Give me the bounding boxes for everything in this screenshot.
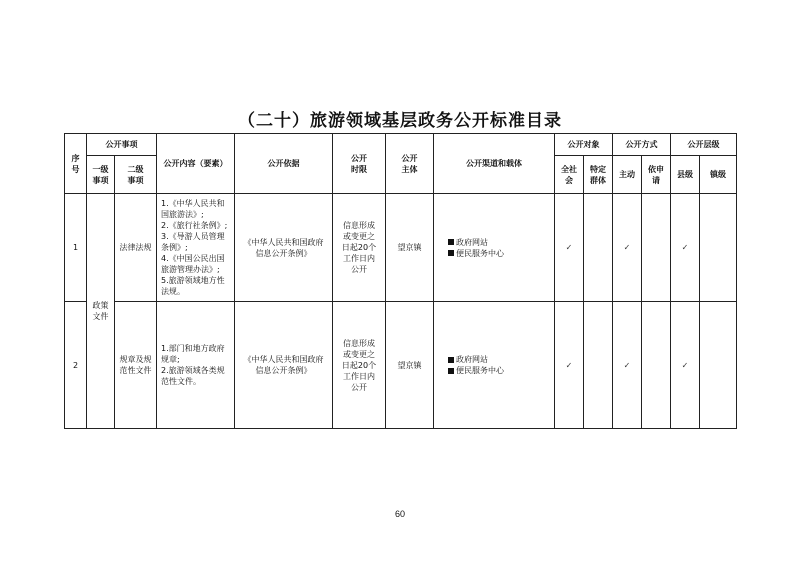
- empty-method-request: [642, 194, 671, 302]
- row-content: 1.《中华人民共和 国旅游法》; 2.《旅行社条例》; 3.《导游人员管理 条例》; 4.《中国公民出国 旅游管理办法》; 5.旅游领域地方性 法规。: [157, 194, 235, 302]
- check-method-active: ✓: [613, 302, 642, 429]
- header-target-all: 全社会: [555, 156, 584, 194]
- header-row-1: [65, 134, 737, 156]
- channel-item: 便民服务中心: [448, 248, 550, 259]
- row-seq: 1: [65, 194, 87, 302]
- channel-item: 政府网站: [448, 237, 550, 248]
- header-content: 公开内容（要素）: [157, 134, 235, 194]
- empty-level-township: [700, 302, 737, 429]
- check-level-county: ✓: [671, 194, 700, 302]
- header-method-group: 公开方式: [613, 134, 671, 156]
- level1-merged: 政策文件: [87, 194, 115, 429]
- page-number: 60: [394, 509, 405, 519]
- row-subject: 望京镇: [386, 302, 434, 429]
- header-target-specific: 特定群体: [584, 156, 613, 194]
- empty-level-township: [700, 194, 737, 302]
- square-bullet-icon: [448, 368, 454, 374]
- empty-target-specific: [584, 194, 613, 302]
- row-basis: 《中华人民共和国政府 信息公开条例》: [235, 194, 333, 302]
- check-target-all: ✓: [555, 302, 584, 429]
- table-row: [65, 194, 737, 302]
- header-subject: 公开主体: [386, 134, 434, 194]
- empty-method-request: [642, 302, 671, 429]
- header-method-active: 主动: [613, 156, 642, 194]
- row-subject: 望京镇: [386, 194, 434, 302]
- channel-item: 便民服务中心: [448, 365, 550, 376]
- row-time-limit: 信息形成 或变更之 日起20个 工作日内 公开: [333, 194, 386, 302]
- header-target-group: 公开对象: [555, 134, 613, 156]
- header-level-township: 镇级: [700, 156, 737, 194]
- square-bullet-icon: [448, 357, 454, 363]
- empty-target-specific: [584, 302, 613, 429]
- row-channels: [434, 302, 555, 429]
- row-level2: 法律法规: [115, 194, 157, 302]
- row-time-limit: 信息形成 或变更之 日起20个 工作日内 公开: [333, 302, 386, 429]
- header-level1: 一级事项: [87, 156, 115, 194]
- check-target-all: ✓: [555, 194, 584, 302]
- header-items-group: 公开事项: [87, 134, 157, 156]
- header-channel: 公开渠道和载体: [434, 134, 555, 194]
- header-method-request: 依申请: [642, 156, 671, 194]
- check-level-county: ✓: [671, 302, 700, 429]
- square-bullet-icon: [448, 250, 454, 256]
- table-row: [65, 302, 737, 429]
- row-content: 1.部门和地方政府 规章; 2.旅游领域各类规 范性文件。: [157, 302, 235, 429]
- header-level2: 二级事项: [115, 156, 157, 194]
- row-level2: 规章及规范性文件: [115, 302, 157, 429]
- row-channels: [434, 194, 555, 302]
- square-bullet-icon: [448, 239, 454, 245]
- header-time-limit: 公开时限: [333, 134, 386, 194]
- check-method-active: ✓: [613, 194, 642, 302]
- page-title: （二十）旅游领域基层政务公开标准目录: [238, 111, 562, 131]
- header-seq: 序号: [65, 134, 87, 194]
- header-level-county: 县级: [671, 156, 700, 194]
- channel-item: 政府网站: [448, 354, 550, 365]
- row-seq: 2: [65, 302, 87, 429]
- header-basis: 公开依据: [235, 134, 333, 194]
- row-basis: 《中华人民共和国政府 信息公开条例》: [235, 302, 333, 429]
- header-level-group: 公开层级: [671, 134, 737, 156]
- catalog-table: [64, 133, 737, 429]
